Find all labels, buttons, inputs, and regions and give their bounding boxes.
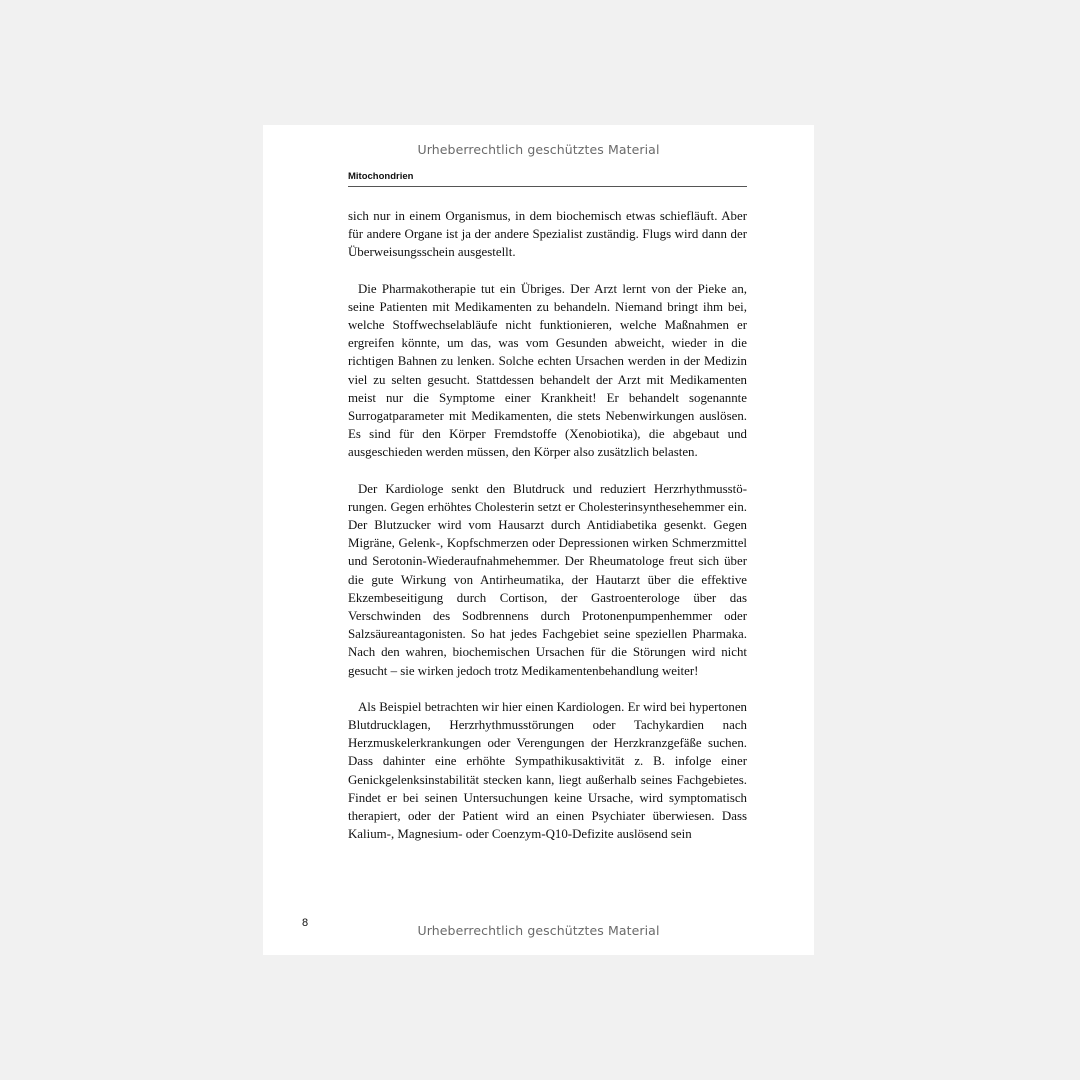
copyright-watermark-top: Urheberrechtlich geschütztes Material — [417, 142, 660, 157]
paragraph: Die Pharmakotherapie tut ein Übriges. Der Arzt lernt von der Pieke an, seine Patienten mit Medikamenten zu behandeln. Niemand bringt ihm bei, welche Stoffwechselabläufe nicht funktionieren, welche Maßnahmen er ergreifen könnte, um das, was vom Gesunden abweicht, wieder in die richtigen Bahnen zu lenken. Solche echten Ursachen werden in der Medizin viel zu selten gesucht. Stattdessen behandelt der Arzt mit Medikamenten meist nur die Symptome einer Krankheit! Er behandelt sogenannte Surrogatparameter mit Medikamenten, die stets Nebenwirkungen auslösen. Es sind für den Körper Fremdstoffe (Xenobiotika), die abgebaut und ausgeschieden werden müssen, den Körper also zusätzlich belasten. — [348, 281, 747, 460]
paragraph: Als Beispiel betrachten wir hier einen Kardiologen. Er wird bei hypertonen Blutdrucklagen, Herzrhythmusstörungen oder Tachykardien nach Herzmuskelerkrankungen oder Verengungen der Herzkranzgefäße suchen. Dass dahinter eine erhöhte Sympathikusaktivität z. B. infolge einer Genickgelenksinstabilität stecken kann, liegt außerhalb seines Fachgebietes. Findet er bei seinen Untersuchungen keine Ursache, wird symptomatisch therapiert, oder der Patient wird an einen Psychiater überwiesen. Dass Kalium-, Magnesium- oder Coenzym-Q10-Defizite auslösend sein — [348, 699, 747, 842]
body-text — [348, 207, 747, 844]
running-head: Mitochondrien — [348, 171, 414, 182]
book-page — [263, 125, 814, 955]
page-number: 8 — [302, 917, 309, 929]
paragraph: Der Kardiologe senkt den Blutdruck und reduziert Herzrhythmusstörungen. Gegen erhöhtes Cholesterin setzt er Cholesterinsynthesehemmer ein. Der Blutzucker wird vom Hausarzt durch Antidiabetika gesenkt. Gegen Migräne, Gelenk-, Kopfschmerzen oder Depressionen wirken Schmerzmittel und Serotonin-Wiederaufnahmehemmer. Der Rheumatologe freut sich über die gute Wirkung von Antirheumatika, der Hautarzt über die effektive Ekzembeseitigung durch Cortison, der Gastroenterologe über das Verschwinden des Sodbrennens durch Protonenpumpenhemmer oder Salzsäureantagonisten. So hat jedes Fachgebiet seine speziellen Pharmaka. Nach den wahren, biochemischen Ursachen für die Störungen wird nicht gesucht – sie wirken jedoch trotz Medikamentenbehandlung weiter! — [348, 481, 747, 678]
paragraph: sich nur in einem Organismus, in dem biochemisch etwas schiefläuft. Aber für andere Organe ist ja der andere Spezialist zuständig. Flugs wird dann der Überweisungsschein ausgestellt. — [348, 209, 747, 260]
copyright-watermark-bottom: Urheberrechtlich geschütztes Material — [417, 923, 660, 938]
header-rule — [348, 186, 747, 187]
